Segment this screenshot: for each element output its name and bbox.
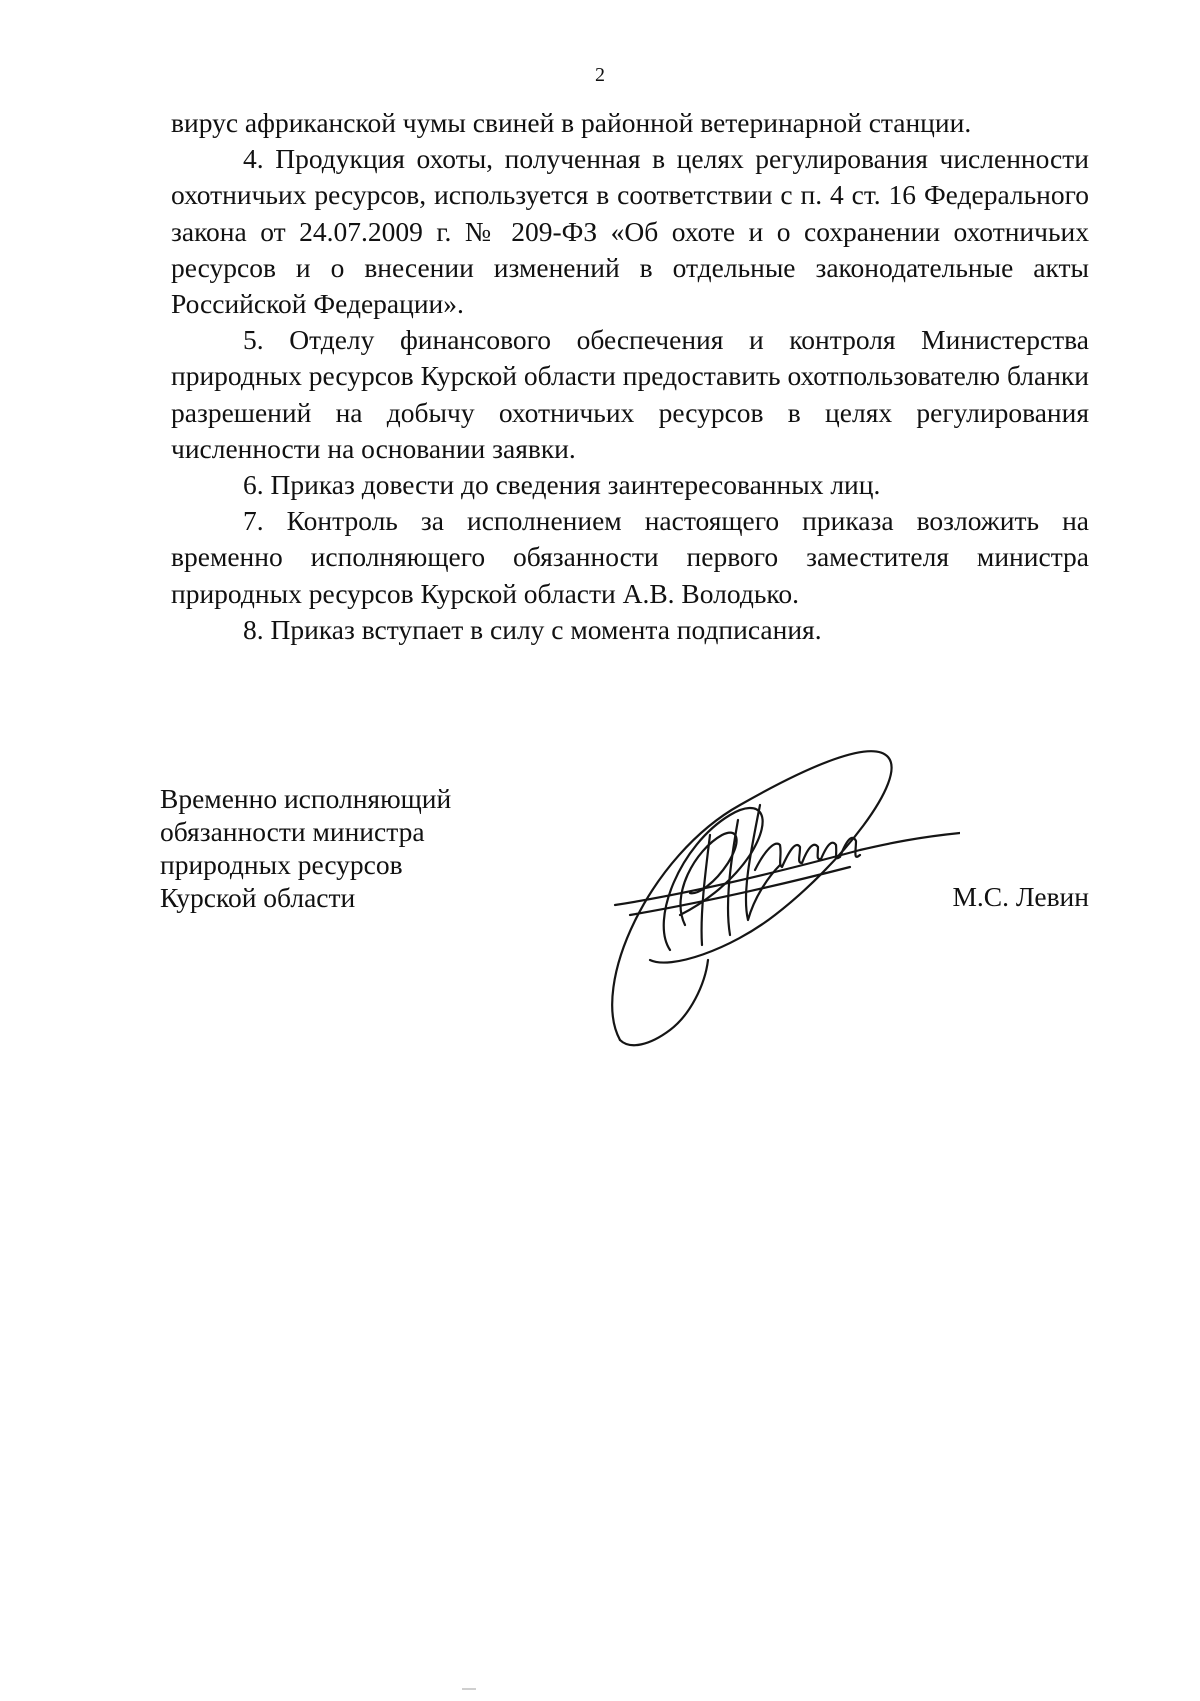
scan-artifact <box>462 1688 476 1690</box>
paragraph-item-8: 8. Приказ вступает в силу с момента подписания. <box>243 613 822 645</box>
document-body <box>171 105 1089 648</box>
signatory-position-line: Курской области <box>160 882 356 913</box>
paragraph-continuation: вирус африканской чумы свиней в районной ветеринарной станции. <box>171 107 972 138</box>
paragraph-item-4: 4. Продукция охоты, полученная в целях регулирования численности охотничьих ресурсов, используется в соответствии с п. 4 ст. 16 Федерального закона от 24.07.2009 г. № 209-ФЗ «Об охоте и о сохранении охотничьих ресурсов и о внесении изменений в отдельные законодательные акты Российской Федерации». <box>171 143 1089 320</box>
signatory-name: М.С. Левин <box>952 881 1089 912</box>
signatory-position <box>160 782 451 914</box>
paragraph-item-5: 5. Отделу финансового обеспечения и контроля Министерства природных ресурсов Курской области предоставить охотпользователю бланки разрешений на добычу охотничьих ресурсов в целях регулирования численности на основании заявки. <box>171 324 1089 464</box>
handwritten-signature-icon <box>610 745 960 1055</box>
signatory-position-line: Временно исполняющий <box>160 783 452 814</box>
signatory-position-line: природных ресурсов <box>160 849 403 880</box>
paragraph-item-6: 6. Приказ довести до сведения заинтересованных лиц. <box>243 469 881 501</box>
page-number: 2 <box>595 64 605 86</box>
paragraph-item-7: 7. Контроль за исполнением настоящего приказа возложить на временно исполняющего обязанности первого заместителя министра природных ресурсов Курской области А.В. Володько. <box>171 505 1089 609</box>
signatory-position-line: обязанности министра <box>160 816 425 847</box>
